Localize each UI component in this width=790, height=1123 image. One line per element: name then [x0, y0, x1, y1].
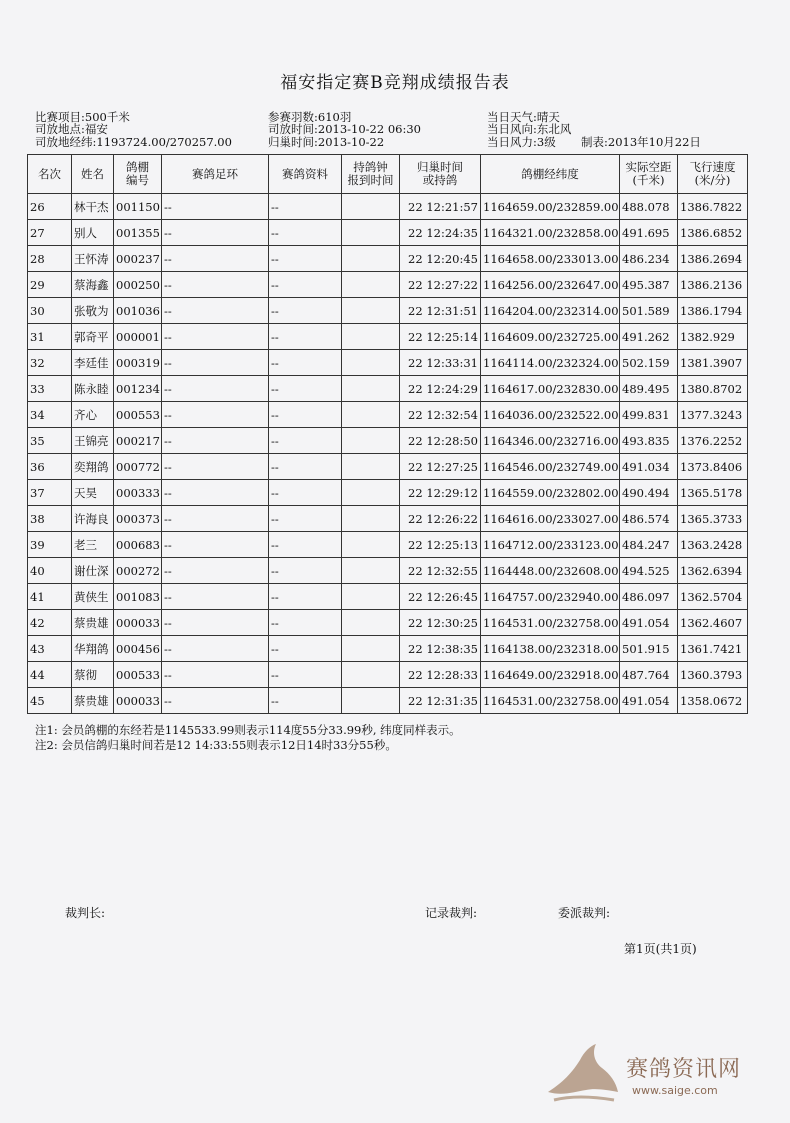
cell-name: 陈永睦	[72, 376, 114, 402]
cell-ring: --	[162, 558, 269, 584]
cell-dist: 486.097	[620, 584, 678, 610]
cell-dist: 484.247	[620, 532, 678, 558]
cell-coords: 1164138.00/232318.00	[481, 636, 620, 662]
cell-ring: --	[162, 324, 269, 350]
table-row	[28, 454, 748, 480]
meta-location	[35, 122, 108, 136]
cell-info: --	[269, 532, 342, 558]
cell-loft: 000772	[114, 454, 162, 480]
cell-clock	[342, 246, 400, 272]
cell-dist: 501.915	[620, 636, 678, 662]
meta-made-label: 制表:	[581, 135, 608, 149]
header-info: 赛鸽资料	[269, 155, 342, 194]
meta-location-label: 司放地点:	[35, 122, 85, 136]
cell-dist: 486.234	[620, 246, 678, 272]
cell-speed: 1365.5178	[678, 480, 748, 506]
cell-clock	[342, 376, 400, 402]
cell-info: --	[269, 324, 342, 350]
meta-entries-label: 参赛羽数:	[268, 110, 318, 124]
cell-clock	[342, 298, 400, 324]
cell-clock	[342, 584, 400, 610]
cell-dist: 493.835	[620, 428, 678, 454]
cell-clock	[342, 402, 400, 428]
cell-coords: 1164609.00/232725.00	[481, 324, 620, 350]
table-row	[28, 688, 748, 714]
meta-entries-value: 610羽	[317, 110, 352, 124]
cell-time: 22 12:31:51	[400, 298, 481, 324]
cell-clock	[342, 324, 400, 350]
cell-loft: 000319	[114, 350, 162, 376]
meta-wind-direction-value: 东北风	[536, 122, 572, 136]
cell-time: 22 12:27:25	[400, 454, 481, 480]
cell-time: 22 12:26:45	[400, 584, 481, 610]
cell-info: --	[269, 272, 342, 298]
cell-dist: 502.159	[620, 350, 678, 376]
table-row	[28, 272, 748, 298]
cell-speed: 1380.8702	[678, 376, 748, 402]
cell-dist: 490.494	[620, 480, 678, 506]
assigned-judge-signature: 委派裁判:	[558, 906, 611, 920]
cell-time: 22 12:20:45	[400, 246, 481, 272]
cell-dist: 488.078	[620, 194, 678, 220]
table-row	[28, 480, 748, 506]
meta-coords-value: 1193724.00/270257.00	[96, 135, 232, 149]
cell-clock	[342, 506, 400, 532]
meta-wind-direction-label: 当日风向:	[487, 122, 537, 136]
cell-clock	[342, 220, 400, 246]
meta-weather-label: 当日天气:	[487, 110, 537, 124]
cell-loft: 000033	[114, 610, 162, 636]
cell-name: 蔡贵雄	[72, 610, 114, 636]
table-row	[28, 324, 748, 350]
meta-weather-value: 晴天	[536, 110, 560, 124]
cell-name: 郭奇平	[72, 324, 114, 350]
cell-ring: --	[162, 350, 269, 376]
cell-clock	[342, 428, 400, 454]
cell-ring: --	[162, 272, 269, 298]
cell-loft: 000456	[114, 636, 162, 662]
cell-ring: --	[162, 454, 269, 480]
cell-clock	[342, 636, 400, 662]
meta-event-label: 比赛项目:	[35, 110, 85, 124]
cell-speed: 1386.1794	[678, 298, 748, 324]
cell-name: 奕翔鸽	[72, 454, 114, 480]
cell-clock	[342, 272, 400, 298]
cell-dist: 487.764	[620, 662, 678, 688]
cell-clock	[342, 194, 400, 220]
table-header-row	[28, 155, 748, 194]
cell-rank: 44	[28, 662, 72, 688]
header-name: 姓名	[72, 155, 114, 194]
cell-rank: 42	[28, 610, 72, 636]
meta-wind-force-label: 当日风力:	[487, 135, 537, 149]
cell-rank: 40	[28, 558, 72, 584]
cell-rank: 34	[28, 402, 72, 428]
cell-info: --	[269, 246, 342, 272]
cell-ring: --	[162, 428, 269, 454]
meta-wind-direction	[487, 122, 571, 136]
cell-name: 蔡海鑫	[72, 272, 114, 298]
cell-rank: 29	[28, 272, 72, 298]
cell-coords: 1164649.00/232918.00	[481, 662, 620, 688]
table-row	[28, 376, 748, 402]
cell-rank: 26	[28, 194, 72, 220]
cell-loft: 000001	[114, 324, 162, 350]
watermark-url: www.saige.com	[632, 1084, 718, 1097]
meta-wind-force-value: 3级	[536, 135, 556, 149]
cell-rank: 33	[28, 376, 72, 402]
table-row	[28, 532, 748, 558]
cell-coords: 1164346.00/232716.00	[481, 428, 620, 454]
cell-time: 22 12:32:54	[400, 402, 481, 428]
cell-info: --	[269, 506, 342, 532]
cell-loft: 000333	[114, 480, 162, 506]
cell-info: --	[269, 662, 342, 688]
cell-info: --	[269, 298, 342, 324]
cell-dist: 486.574	[620, 506, 678, 532]
cell-info: --	[269, 610, 342, 636]
cell-clock	[342, 558, 400, 584]
cell-speed: 1363.2428	[678, 532, 748, 558]
cell-speed: 1386.2136	[678, 272, 748, 298]
header-arrival: 归巢时间 或持鸽	[400, 155, 481, 194]
table-row	[28, 610, 748, 636]
cell-dist: 494.525	[620, 558, 678, 584]
cell-loft: 001150	[114, 194, 162, 220]
meta-coords	[35, 135, 232, 149]
cell-speed: 1386.6852	[678, 220, 748, 246]
cell-loft: 001036	[114, 298, 162, 324]
cell-speed: 1386.2694	[678, 246, 748, 272]
cell-rank: 39	[28, 532, 72, 558]
cell-ring: --	[162, 298, 269, 324]
cell-speed: 1382.929	[678, 324, 748, 350]
cell-clock	[342, 350, 400, 376]
page-indicator: 第1页(共1页)	[624, 942, 697, 956]
cell-loft: 000553	[114, 402, 162, 428]
cell-speed: 1361.7421	[678, 636, 748, 662]
meta-location-value: 福安	[84, 122, 108, 136]
cell-info: --	[269, 480, 342, 506]
cell-speed: 1373.8406	[678, 454, 748, 480]
cell-dist: 491.054	[620, 610, 678, 636]
cell-rank: 36	[28, 454, 72, 480]
cell-info: --	[269, 636, 342, 662]
page-title: 福安指定赛B竞翔成绩报告表	[280, 73, 510, 93]
header-ring: 赛鸽足环	[162, 155, 269, 194]
cell-time: 22 12:25:13	[400, 532, 481, 558]
table-row	[28, 506, 748, 532]
cell-loft: 000373	[114, 506, 162, 532]
cell-rank: 27	[28, 220, 72, 246]
cell-speed: 1386.7822	[678, 194, 748, 220]
note-1: 注1: 会员鸽棚的东经若是1145533.99则表示114度55分33.99秒, 纬度同样表示。	[35, 723, 461, 737]
cell-time: 22 12:30:25	[400, 610, 481, 636]
cell-clock	[342, 610, 400, 636]
cell-ring: --	[162, 402, 269, 428]
cell-name: 天昊	[72, 480, 114, 506]
pigeon-logo-icon	[540, 1040, 626, 1110]
meta-return-label: 归巢时间:	[268, 135, 318, 149]
cell-ring: --	[162, 480, 269, 506]
cell-info: --	[269, 220, 342, 246]
cell-info: --	[269, 402, 342, 428]
cell-time: 22 12:33:31	[400, 350, 481, 376]
cell-loft: 000683	[114, 532, 162, 558]
table-row	[28, 584, 748, 610]
notes	[35, 723, 461, 753]
cell-name: 王怀涛	[72, 246, 114, 272]
header-rank: 名次	[28, 155, 72, 194]
cell-ring: --	[162, 506, 269, 532]
cell-coords: 1164531.00/232758.00	[481, 610, 620, 636]
cell-time: 22 12:24:35	[400, 220, 481, 246]
meta-return	[268, 135, 384, 149]
cell-dist: 501.589	[620, 298, 678, 324]
cell-coords: 1164757.00/232940.00	[481, 584, 620, 610]
cell-dist: 495.387	[620, 272, 678, 298]
header-speed: 飞行速度 (米/分)	[678, 155, 748, 194]
header-loft: 鸽棚 编号	[114, 155, 162, 194]
cell-rank: 41	[28, 584, 72, 610]
cell-speed: 1381.3907	[678, 350, 748, 376]
cell-name: 李廷佳	[72, 350, 114, 376]
cell-coords: 1164546.00/232749.00	[481, 454, 620, 480]
cell-ring: --	[162, 246, 269, 272]
cell-dist: 491.054	[620, 688, 678, 714]
cell-speed: 1377.3243	[678, 402, 748, 428]
cell-coords: 1164036.00/232522.00	[481, 402, 620, 428]
table-row	[28, 246, 748, 272]
cell-dist: 491.262	[620, 324, 678, 350]
cell-clock	[342, 480, 400, 506]
table-row	[28, 636, 748, 662]
chief-judge-signature: 裁判长:	[65, 906, 106, 920]
cell-time: 22 12:28:50	[400, 428, 481, 454]
cell-coords: 1164448.00/232608.00	[481, 558, 620, 584]
cell-clock	[342, 662, 400, 688]
meta-return-value: 2013-10-22	[317, 135, 385, 149]
cell-rank: 31	[28, 324, 72, 350]
table-row	[28, 298, 748, 324]
cell-info: --	[269, 454, 342, 480]
cell-info: --	[269, 376, 342, 402]
cell-speed: 1365.3733	[678, 506, 748, 532]
cell-ring: --	[162, 532, 269, 558]
cell-time: 22 12:32:55	[400, 558, 481, 584]
cell-ring: --	[162, 194, 269, 220]
cell-time: 22 12:27:22	[400, 272, 481, 298]
cell-coords: 1164531.00/232758.00	[481, 688, 620, 714]
cell-info: --	[269, 688, 342, 714]
watermark	[540, 1040, 760, 1110]
cell-coords: 1164256.00/232647.00	[481, 272, 620, 298]
cell-info: --	[269, 584, 342, 610]
cell-time: 22 12:24:29	[400, 376, 481, 402]
cell-ring: --	[162, 610, 269, 636]
watermark-text: 赛鸽资讯网	[626, 1057, 742, 1082]
header-distance: 实际空距 (千米)	[620, 155, 678, 194]
cell-rank: 43	[28, 636, 72, 662]
cell-speed: 1362.5704	[678, 584, 748, 610]
meta-coords-label: 司放地经纬:	[35, 135, 97, 149]
cell-ring: --	[162, 688, 269, 714]
cell-coords: 1164559.00/232802.00	[481, 480, 620, 506]
cell-speed: 1362.4607	[678, 610, 748, 636]
cell-loft: 000272	[114, 558, 162, 584]
cell-rank: 45	[28, 688, 72, 714]
note-2: 注2: 会员信鸽归巢时间若是12 14:33:55则表示12日14时33分55秒。	[35, 738, 397, 752]
meta-event-value: 500千米	[84, 110, 130, 124]
cell-info: --	[269, 350, 342, 376]
meta-release	[268, 122, 421, 136]
cell-info: --	[269, 558, 342, 584]
cell-info: --	[269, 194, 342, 220]
cell-time: 22 12:25:14	[400, 324, 481, 350]
table-row	[28, 194, 748, 220]
cell-info: --	[269, 428, 342, 454]
cell-time: 22 12:29:12	[400, 480, 481, 506]
cell-rank: 37	[28, 480, 72, 506]
cell-rank: 28	[28, 246, 72, 272]
cell-rank: 38	[28, 506, 72, 532]
cell-clock	[342, 454, 400, 480]
cell-name: 齐心	[72, 402, 114, 428]
cell-name: 许海良	[72, 506, 114, 532]
meta-release-value: 2013-10-22 06:30	[317, 122, 421, 136]
cell-loft: 000217	[114, 428, 162, 454]
cell-ring: --	[162, 220, 269, 246]
cell-dist: 489.495	[620, 376, 678, 402]
cell-name: 林干杰	[72, 194, 114, 220]
meta-wind-force	[487, 135, 701, 149]
cell-dist: 491.695	[620, 220, 678, 246]
cell-time: 22 12:38:35	[400, 636, 481, 662]
cell-ring: --	[162, 584, 269, 610]
cell-rank: 32	[28, 350, 72, 376]
table-row	[28, 350, 748, 376]
cell-speed: 1362.6394	[678, 558, 748, 584]
cell-name: 张敬为	[72, 298, 114, 324]
cell-ring: --	[162, 662, 269, 688]
cell-loft: 000237	[114, 246, 162, 272]
table-row	[28, 428, 748, 454]
cell-ring: --	[162, 636, 269, 662]
cell-loft: 000533	[114, 662, 162, 688]
cell-loft: 001234	[114, 376, 162, 402]
meta-release-label: 司放时间:	[268, 122, 318, 136]
cell-speed: 1360.3793	[678, 662, 748, 688]
results-table	[27, 154, 748, 714]
cell-name: 黄侠生	[72, 584, 114, 610]
meta-made-value: 2013年10月22日	[607, 135, 701, 149]
cell-coords: 1164321.00/232858.00	[481, 220, 620, 246]
cell-time: 22 12:28:33	[400, 662, 481, 688]
cell-speed: 1358.0672	[678, 688, 748, 714]
cell-rank: 35	[28, 428, 72, 454]
cell-name: 王锦亮	[72, 428, 114, 454]
table-row	[28, 558, 748, 584]
cell-dist: 491.034	[620, 454, 678, 480]
cell-name: 华翔鸽	[72, 636, 114, 662]
cell-coords: 1164712.00/233123.00	[481, 532, 620, 558]
cell-clock	[342, 688, 400, 714]
cell-clock	[342, 532, 400, 558]
cell-coords: 1164659.00/232859.00	[481, 194, 620, 220]
header-coords: 鸽棚经纬度	[481, 155, 620, 194]
cell-rank: 30	[28, 298, 72, 324]
cell-time: 22 12:31:35	[400, 688, 481, 714]
cell-loft: 000250	[114, 272, 162, 298]
cell-coords: 1164204.00/232314.00	[481, 298, 620, 324]
cell-time: 22 12:26:22	[400, 506, 481, 532]
cell-speed: 1376.2252	[678, 428, 748, 454]
cell-coords: 1164114.00/232324.00	[481, 350, 620, 376]
cell-coords: 1164616.00/233027.00	[481, 506, 620, 532]
cell-time: 22 12:21:57	[400, 194, 481, 220]
header-clock: 持鸽钟 报到时间	[342, 155, 400, 194]
cell-name: 别人	[72, 220, 114, 246]
table-row	[28, 662, 748, 688]
cell-name: 蔡贵雄	[72, 688, 114, 714]
table-row	[28, 402, 748, 428]
recorder-judge-signature: 记录裁判:	[425, 906, 478, 920]
cell-name: 老三	[72, 532, 114, 558]
cell-name: 蔡彻	[72, 662, 114, 688]
cell-loft: 000033	[114, 688, 162, 714]
cell-ring: --	[162, 376, 269, 402]
cell-loft: 001083	[114, 584, 162, 610]
cell-dist: 499.831	[620, 402, 678, 428]
cell-loft: 001355	[114, 220, 162, 246]
table-row	[28, 220, 748, 246]
cell-coords: 1164617.00/232830.00	[481, 376, 620, 402]
cell-name: 谢仕深	[72, 558, 114, 584]
cell-coords: 1164658.00/233013.00	[481, 246, 620, 272]
